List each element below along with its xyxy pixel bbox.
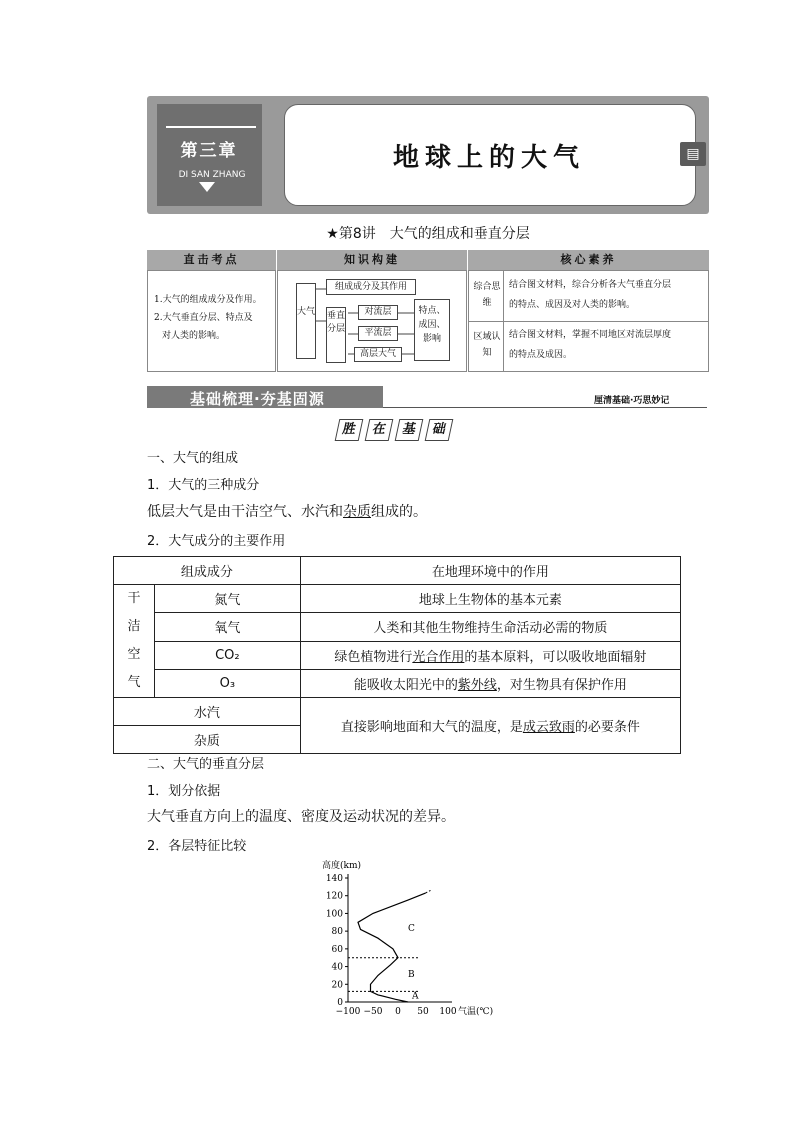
overview-table bbox=[147, 250, 709, 372]
layer-label: A bbox=[412, 991, 419, 1002]
node-result: 特点、成因、影响 bbox=[414, 299, 450, 361]
dry-air-char: 空 bbox=[127, 647, 141, 662]
foundation-char: 胜 bbox=[335, 419, 364, 441]
literacy-text-2b: 的特点及成因。 bbox=[509, 350, 573, 360]
y-tick-label: 100 bbox=[325, 909, 343, 920]
table-row-role: 绿色植物进行光合作用的基本原料，可以吸收地面辐射 bbox=[300, 641, 680, 669]
section-divider bbox=[383, 407, 707, 408]
lecture-title: ★第8讲 大气的组成和垂直分层 bbox=[326, 226, 530, 242]
table-row-role: 能吸收太阳光中的紫外线，对生物具有保护作用 bbox=[300, 669, 680, 697]
x-tick-label: −100 bbox=[335, 1007, 361, 1017]
heading-vertical-layers: 二、大气的垂直分层 bbox=[147, 757, 265, 772]
node-layer-3: 高层大气 bbox=[354, 347, 402, 362]
literacy-text-1a: 结合图文材料，综合分析各大气垂直分层 bbox=[509, 280, 672, 290]
down-arrow-icon bbox=[199, 182, 215, 192]
literacy-text-1b: 的特点、成因及对人类的影响。 bbox=[509, 300, 636, 310]
header-points: 直击考点 bbox=[147, 250, 276, 270]
y-tick-label: 120 bbox=[325, 891, 343, 902]
x-axis-label: 气温(℃) bbox=[458, 1007, 494, 1017]
heading-comparison: 2．各层特征比较 bbox=[147, 839, 247, 854]
header-literacy: 核心素养 bbox=[468, 250, 709, 270]
x-tick-label: 0 bbox=[395, 1007, 401, 1017]
foundation-char: 础 bbox=[425, 419, 454, 441]
y-tick-label: 0 bbox=[337, 998, 343, 1008]
temperature-curve bbox=[358, 893, 426, 1002]
points-cell bbox=[147, 270, 276, 372]
table-row-name: O₃ bbox=[155, 669, 301, 697]
table-row-role: 地球上生物体的基本元素 bbox=[300, 585, 680, 613]
point-1: 1.大气的组成成分及作用。 bbox=[154, 295, 262, 305]
y-tick-label: 140 bbox=[325, 874, 343, 884]
dry-air-char: 气 bbox=[127, 675, 141, 690]
section-title: 基础梳理·夯基固源 bbox=[190, 390, 325, 408]
y-tick-label: 40 bbox=[331, 962, 343, 973]
dry-air-char: 干 bbox=[127, 591, 141, 606]
point-2: 2.大气垂直分层、特点及 bbox=[154, 313, 253, 323]
dry-air-group bbox=[114, 585, 155, 698]
literacy-label-2: 区域认知 bbox=[473, 332, 501, 358]
table-head-component: 组成成分 bbox=[114, 557, 301, 585]
node-composition: 组成成分及其作用 bbox=[326, 279, 416, 295]
literacy-label-1: 综合思维 bbox=[473, 282, 501, 308]
foundation-char: 基 bbox=[395, 419, 424, 441]
x-tick-label: 100 bbox=[439, 1007, 457, 1017]
paragraph-basis: 大气垂直方向上的温度、密度及运动状况的差异。 bbox=[147, 809, 455, 825]
node-layer-2: 平流层 bbox=[358, 326, 398, 341]
point-3: 对人类的影响。 bbox=[162, 331, 226, 341]
chapter-pinyin: DI SAN ZHANG bbox=[178, 170, 246, 180]
literacy-cell bbox=[468, 270, 709, 372]
literacy-text-2a: 结合图文材料，掌握不同地区对流层厚度 bbox=[509, 330, 672, 340]
y-tick-label: 20 bbox=[331, 980, 343, 991]
layer-label: B bbox=[408, 970, 415, 981]
table-row-name: CO₂ bbox=[155, 641, 301, 669]
curve-extension bbox=[426, 890, 431, 893]
table-row-impurity: 杂质 bbox=[114, 726, 301, 754]
foundation-banner bbox=[337, 418, 457, 438]
section-motto: 厘清基础·巧思妙记 bbox=[594, 396, 670, 406]
heading-three-components: 1．大气的三种成分 bbox=[147, 478, 260, 493]
table-head-role: 在地理环境中的作用 bbox=[300, 557, 680, 585]
table-row-water: 水汽 bbox=[114, 698, 301, 726]
chapter-title: 地球上的大气 bbox=[392, 143, 585, 173]
paragraph-components: 低层大气是由干洁空气、水汽和杂质组成的。 bbox=[147, 504, 427, 520]
x-tick-label: 50 bbox=[417, 1007, 429, 1017]
chapter-number: 第三章 bbox=[180, 141, 238, 161]
node-vertical: 垂直分层 bbox=[326, 307, 346, 363]
roles-table bbox=[113, 556, 681, 754]
node-atmosphere: 大气 bbox=[296, 283, 316, 359]
book-icon: ▤ bbox=[680, 142, 706, 166]
y-tick-label: 80 bbox=[331, 927, 343, 938]
table-row-role: 人类和其他生物维持生命活动必需的物质 bbox=[300, 613, 680, 641]
heading-basis: 1．划分依据 bbox=[147, 784, 221, 799]
header-knowledge: 知识构建 bbox=[277, 250, 467, 270]
table-row-name: 氧气 bbox=[155, 613, 301, 641]
temperature-altitude-chart bbox=[300, 856, 520, 1021]
node-layer-1: 对流层 bbox=[358, 305, 398, 320]
y-tick-label: 60 bbox=[331, 944, 343, 955]
knowledge-cell bbox=[277, 270, 467, 372]
y-axis-label: 高度(km) bbox=[322, 861, 362, 871]
heading-composition: 一、大气的组成 bbox=[147, 451, 239, 466]
dry-air-char: 洁 bbox=[127, 619, 141, 634]
layer-label: C bbox=[408, 924, 415, 935]
foundation-char: 在 bbox=[365, 419, 394, 441]
table-row-name: 氮气 bbox=[155, 585, 301, 613]
table-shared-role: 直接影响地面和大气的温度，是成云致雨的必要条件 bbox=[300, 698, 680, 754]
x-tick-label: −50 bbox=[363, 1007, 383, 1017]
heading-main-roles: 2．大气成分的主要作用 bbox=[147, 534, 286, 549]
badge-decoration bbox=[166, 126, 256, 128]
